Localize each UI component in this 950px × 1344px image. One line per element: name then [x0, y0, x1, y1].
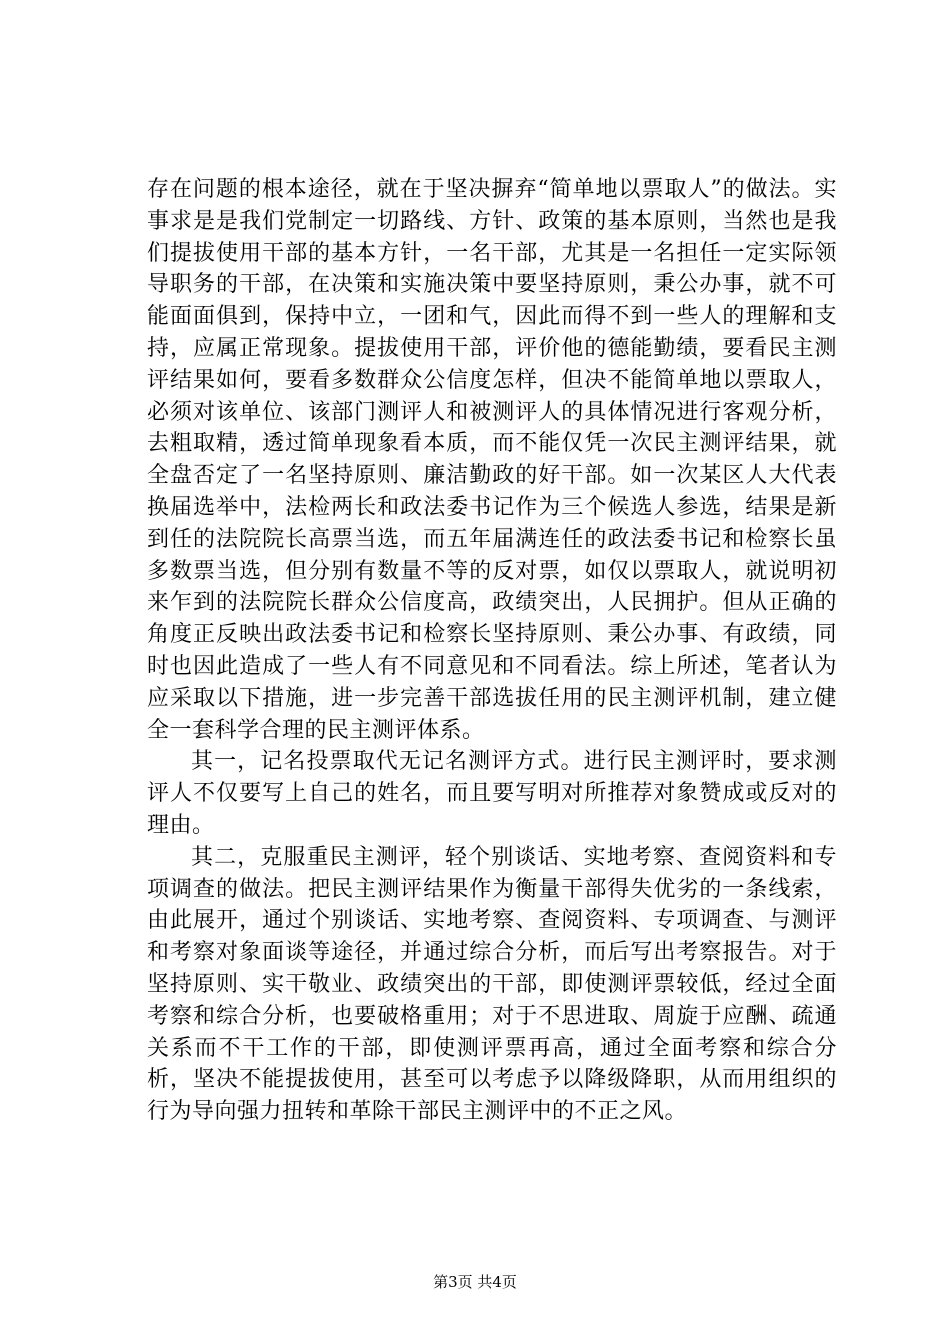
document-body — [147, 174, 837, 1128]
body-paragraph-2: 其一，记名投票取代无记名测评方式。进行民主测评时，要求测评人不仅要写上自己的姓名，而且要写明对所推荐对象赞成或反对的理由。 — [147, 749, 837, 838]
body-paragraph-3: 其二，克服重民主测评，轻个别谈话、实地考察、查阅资料和专项调查的做法。把民主测评结果作为衡量干部得失优劣的一条线索，由此展开，通过个别谈话、实地考察、查阅资料、专项调查、与测评和考察对象面谈等途径，并通过综合分析，而后写出考察报告。对于坚持原则、实干敬业、政绩突出的干部，即使测评票较低，经过全面考察和综合分析，也要破格重用；对于不思进取、周旋于应酬、疏通关系而不干工作的干部，即使测评票再高，通过全面考察和综合分析，坚决不能提拔使用，甚至可以考虑予以降级降职，从而用组织的行为导向强力扭转和革除干部民主测评中的不正之风。 — [147, 844, 837, 1125]
page-number-label: 第3页 共4页 — [433, 1273, 517, 1291]
body-paragraph-1: 存在问题的根本途径，就在于坚决摒弃“简单地以票取人”的做法。实事求是是我们党制定一切路线、方针、政策的基本原则，当然也是我们提拔使用干部的基本方针，一名干部，尤其是一名担任一定实际领导职务的干部，在决策和实施决策中要坚持原则，秉公办事，就不可能面面俱到，保持中立，一团和气，因此而得不到一些人的理解和支持，应属正常现象。提拔使用干部，评价他的德能勤绩，要看民主测评结果如何，要看多数群众公信度怎样，但决不能简单地以票取人，必须对该单位、该部门测评人和被测评人的具体情况进行客观分析，去粗取精，透过简单现象看本质，而不能仅凭一次民主测评结果，就全盘否定了一名坚持原则、廉洁勤政的好干部。如一次某区人大代表换届选举中，法检两长和政法委书记作为三个候选人参选，结果是新到任的法院院长高票当选，而五年届满连任的政法委书记和检察长虽多数票当选，但分别有数量不等的反对票，如仅以票取人，就说明初来乍到的法院院长群众公信度高，政绩突出，人民拥护。但从正确的角度正反映出政法委书记和检察长坚持原则、秉公办事、有政绩，同时也因此造成了一些人有不同意见和不同看法。综上所述，笔者认为应采取以下措施，进一步完善干部选拔任用的民主测评机制，建立健全一套科学合理的民主测评体系。 — [147, 177, 837, 743]
page-footer — [0, 1272, 950, 1292]
